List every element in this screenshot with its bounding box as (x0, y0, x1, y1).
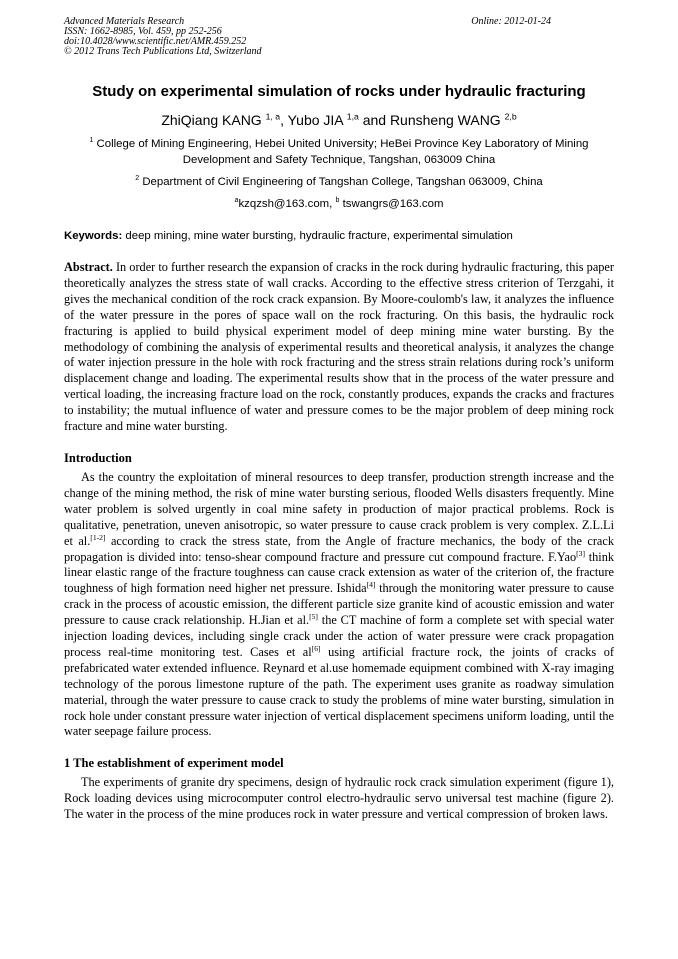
author-kang-affil: 1, a (265, 111, 281, 122)
section-1-heading: 1 The establishment of experiment model (64, 756, 284, 771)
online-date: Online: 2012-01-24 (471, 16, 551, 27)
introduction-paragraph (64, 470, 614, 740)
intro-text-3: think linear elastic range of the fracture toughness can cause crack extension as water of the criterion of, the fracture toughness of high formation need higher net pressure. Ishida (64, 549, 614, 596)
author-list (64, 112, 614, 128)
affiliation-2-text: Department of Civil Engineering of Tangshan College, Tangshan 063009, China (139, 176, 543, 188)
keywords-text: deep mining, mine water bursting, hydraulic fracture, experimental simulation (122, 230, 513, 242)
email-b-marker: b (335, 197, 340, 205)
journal-name: Advanced Materials Research (64, 16, 185, 27)
citation-6: [6] (311, 643, 321, 653)
citation-5: [5] (309, 612, 318, 622)
affiliation-1-number: 1 (89, 137, 94, 145)
email-a[interactable]: kzqzsh@163.com, (238, 198, 336, 210)
journal-copyright: © 2012 Trans Tech Publications Ltd, Switzerland (64, 46, 262, 57)
intro-text-4: through the monitoring water pressure to cause crack in the process of acoustic emission, the different particle size granite kind of acoustic emission and water pressure to cause crack relationship. H.Jian et al. (64, 581, 614, 628)
abstract (64, 260, 614, 435)
citation-1-2: [1-2] (90, 532, 106, 542)
author-jia-affil: 1,a (346, 111, 359, 122)
journal-issn: ISSN: 1662-8985, Vol. 459, pp 252-256 (64, 26, 222, 37)
journal-doi: doi:10.4028/www.scientific.net/AMR.459.252 (64, 36, 247, 47)
citation-3: [3] (576, 548, 585, 558)
author-wang: and Runsheng WANG (358, 112, 505, 128)
author-jia: , Yubo JIA (280, 112, 347, 128)
intro-text-1: As the country the exploitation of mineral resources to deep transfer, production strength increase and the change of the mining method, the risk of mine water bursting serious, flooded Wells disasters frequently. Mine water problem is solved urgently in coal mine safety in production of major practical problems. Rock is qualitative, penetration, uneven anisotropic, so water pressure to cause crack problem is very complex. Z.L.Li et al. (64, 469, 614, 548)
affiliation-1 (64, 136, 614, 168)
introduction-heading: Introduction (64, 450, 132, 465)
affiliation-2 (64, 174, 614, 190)
email-b[interactable]: tswangrs@163.com (339, 198, 444, 210)
abstract-text: In order to further research the expansion of cracks in the rock during hydraulic fracturing, this paper theoretically analyzes the stress state of wall cracks. According to the effective stress criterion of Terzgahi, it gives the mechanical condition of the rock crack expansion. By Moore-coulomb's law, it analyzes the influence of the water pressure in the pores of space wall on the rock fracturing. On this basis, the hydraulic rock fracturing is applied to build physical experiment model of deep mining mine water bursting. By the methodology of combining the analysis of experimental results and theoretical analysis, it analyzes the change of water injection pressure in the hole with rock fracturing and the stress strain relations during rock’s uniform displacement change and loading. The experimental results show that in the process of the water pressure and vertical loading, the increasing fracture load on the rock, constantly produces, expands the cracks and fractures to instability; the mutual influence of water and pressure comes to be the major problem of deep mining rock fracture and mine water bursting. (64, 260, 614, 434)
intro-text-2: according to crack the stress state, from the Angle of fracture mechanics, the body of the crack propagation is divided into: tenso-shear compound fracture and pressure cut compound fracture. F.Yao (64, 533, 614, 564)
paper-title: Study on experimental simulation of rocks under hydraulic fracturing (92, 83, 586, 100)
intro-text-6: using artificial fracture rock, the joints of cracks of prefabricated water extended influence. Reynard et al.use homemade equipment combined with X-ray imaging technology of the porous limestone rupture of the path. The experiment uses granite as roadway simulation material, through the water pressure to cause crack to study the problems of mine water bursting, simulation in rock hole under constant pressure water injection of vertical displacement specimens uniform loading, until the water seepage failure process. (64, 644, 614, 739)
journal-header (64, 0, 614, 57)
section-1-paragraph: The experiments of granite dry specimens, design of hydraulic rock crack simulation experiment (figure 1), Rock loading devices using microcomputer control electro-hydraulic servo universal test machine (figure 2). The water in the process of the mine produces rock in water pressure and vertical compression of broken laws. (64, 775, 614, 822)
keywords (64, 230, 614, 242)
intro-text-5: the CT machine of form a complete set with special water injection loading devices, including single crack under the action of water pressure were crack propagation process real-time monitoring test. Cases et al (64, 613, 614, 659)
affiliation-1-line-2: Development and Safety Technique, Tangshan, 063009 China (182, 154, 496, 166)
email-a-marker: a (234, 197, 239, 205)
author-wang-affil: 2,b (504, 111, 517, 122)
abstract-label: Abstract. (64, 260, 113, 274)
affiliation-2-number: 2 (135, 175, 140, 183)
author-emails (64, 198, 614, 210)
citation-4: [4] (366, 580, 376, 590)
affiliation-1-line-1: College of Mining Engineering, Hebei United University; HeBei Province Key Laboratory of Mining (93, 138, 589, 150)
keywords-label: Keywords: (64, 230, 123, 242)
author-kang: ZhiQiang KANG (161, 112, 266, 128)
